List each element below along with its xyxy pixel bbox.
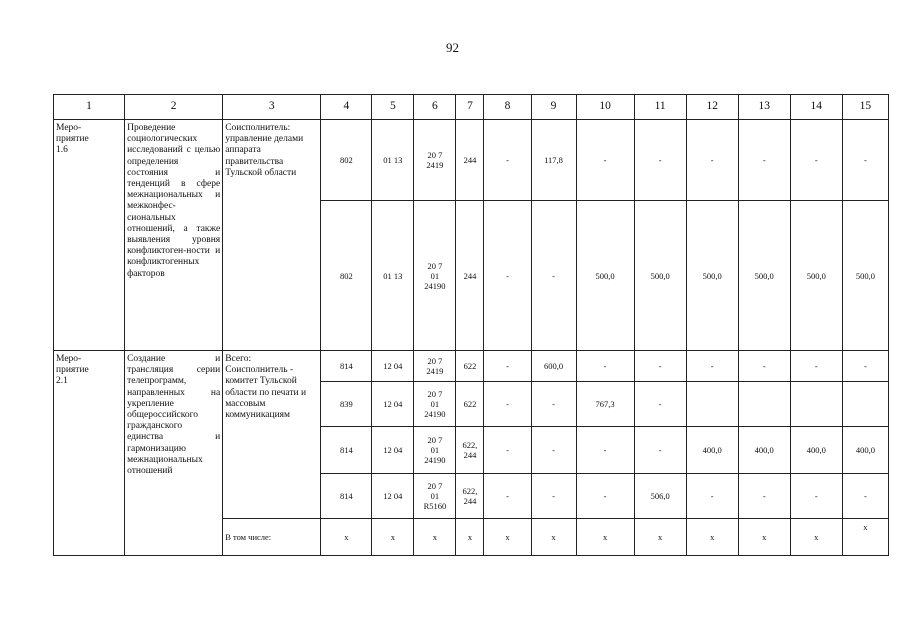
data-cell: - <box>842 351 888 382</box>
data-cell: 622 <box>456 382 484 427</box>
data-cell: 802 <box>321 201 372 351</box>
col-header: 6 <box>414 95 456 120</box>
data-cell: 767,3 <box>576 382 634 427</box>
data-cell: - <box>484 351 531 382</box>
col-header: 2 <box>125 95 223 120</box>
data-cell <box>842 382 888 427</box>
data-cell: x <box>456 519 484 556</box>
data-cell: 814 <box>321 427 372 474</box>
data-cell: - <box>634 382 686 427</box>
col-header: 7 <box>456 95 484 120</box>
data-cell: 20 7 2419 <box>414 120 456 201</box>
col-header: 13 <box>738 95 790 120</box>
executor-cell: Соисполнитель: управление делами аппарата правительства Тульской области <box>223 120 321 351</box>
header-row <box>54 95 889 120</box>
data-cell: 20 7 01 24190 <box>414 427 456 474</box>
col-header: 4 <box>321 95 372 120</box>
data-cell: 622 <box>456 351 484 382</box>
data-cell: - <box>484 201 531 351</box>
data-cell: 01 13 <box>372 120 414 201</box>
data-cell: 500,0 <box>634 201 686 351</box>
data-cell: 600,0 <box>531 351 576 382</box>
data-cell: - <box>634 351 686 382</box>
data-cell: - <box>634 427 686 474</box>
measure-cell: Меро- приятие 2.1 <box>54 351 125 556</box>
data-cell: - <box>634 120 686 201</box>
data-cell: - <box>738 120 790 201</box>
col-header: 10 <box>576 95 634 120</box>
data-cell: 814 <box>321 474 372 519</box>
page-number: 92 <box>446 40 459 55</box>
data-cell: 12 04 <box>372 382 414 427</box>
table-row <box>54 351 889 382</box>
data-cell: 244 <box>456 201 484 351</box>
data-cell: 500,0 <box>738 201 790 351</box>
data-cell: 400,0 <box>842 427 888 474</box>
data-cell: 400,0 <box>790 427 842 474</box>
data-cell: x <box>576 519 634 556</box>
data-cell <box>686 382 738 427</box>
data-cell: - <box>738 351 790 382</box>
data-cell: x <box>372 519 414 556</box>
data-cell: 400,0 <box>686 427 738 474</box>
data-cell: - <box>531 474 576 519</box>
data-cell: 117,8 <box>531 120 576 201</box>
col-header: 5 <box>372 95 414 120</box>
table-row <box>54 120 889 201</box>
data-cell <box>738 382 790 427</box>
data-cell: - <box>686 474 738 519</box>
data-cell: - <box>576 351 634 382</box>
data-cell <box>790 382 842 427</box>
data-cell: - <box>531 382 576 427</box>
data-cell: 01 13 <box>372 201 414 351</box>
data-cell: 20 7 01 R5160 <box>414 474 456 519</box>
data-cell: - <box>484 382 531 427</box>
data-cell: 20 7 01 24190 <box>414 382 456 427</box>
data-cell: x <box>531 519 576 556</box>
measure-name-cell: Проведение социологических исследований с целью определения состояния и тенденций в сфере межнациональных и межконфес-сиональных отношений, а также выявления уровня конфликтоген-ности и конфликтогенных факторов <box>125 120 223 351</box>
data-cell: 244 <box>456 120 484 201</box>
data-cell: 802 <box>321 120 372 201</box>
data-cell: 20 7 2419 <box>414 351 456 382</box>
data-cell: 506,0 <box>634 474 686 519</box>
data-cell: - <box>576 427 634 474</box>
data-cell: 500,0 <box>842 201 888 351</box>
including-label: В том числе: <box>223 519 321 556</box>
data-cell: x <box>738 519 790 556</box>
data-cell: - <box>686 120 738 201</box>
data-cell: 839 <box>321 382 372 427</box>
data-cell: - <box>531 201 576 351</box>
data-cell: 500,0 <box>686 201 738 351</box>
data-cell: - <box>531 427 576 474</box>
data-cell: x <box>484 519 531 556</box>
data-cell: - <box>790 120 842 201</box>
data-cell: 400,0 <box>738 427 790 474</box>
col-header: 1 <box>54 95 125 120</box>
data-cell: x <box>414 519 456 556</box>
measure-cell: Меро- приятие 1.6 <box>54 120 125 351</box>
data-cell: 814 <box>321 351 372 382</box>
col-header: 8 <box>484 95 531 120</box>
col-header: 11 <box>634 95 686 120</box>
data-cell: - <box>790 351 842 382</box>
data-cell: 12 04 <box>372 351 414 382</box>
col-header: 15 <box>842 95 888 120</box>
data-cell: x <box>842 519 888 556</box>
executor-cell: Всего: Соисполнитель - комитет Тульской области по печати и массовым коммуникациям <box>223 351 321 519</box>
col-header: 3 <box>223 95 321 120</box>
data-cell: - <box>576 474 634 519</box>
data-cell: - <box>738 474 790 519</box>
data-cell: - <box>576 120 634 201</box>
data-cell: - <box>484 427 531 474</box>
data-cell: - <box>484 474 531 519</box>
col-header: 9 <box>531 95 576 120</box>
data-cell: - <box>484 120 531 201</box>
data-cell: x <box>634 519 686 556</box>
data-cell: - <box>842 120 888 201</box>
data-cell: 500,0 <box>790 201 842 351</box>
data-cell: 20 7 01 24190 <box>414 201 456 351</box>
data-cell: - <box>686 351 738 382</box>
budget-table <box>53 94 889 556</box>
data-cell: x <box>321 519 372 556</box>
measure-name-cell: Создание и трансляция серии телепрограмм, направленных на укрепление общероссийского гражданского единства и гармонизацию межнациональных отношений <box>125 351 223 556</box>
col-header: 12 <box>686 95 738 120</box>
data-cell: 12 04 <box>372 474 414 519</box>
data-cell: - <box>790 474 842 519</box>
data-cell: 500,0 <box>576 201 634 351</box>
data-cell: 622, 244 <box>456 427 484 474</box>
data-cell: 622, 244 <box>456 474 484 519</box>
data-cell: 12 04 <box>372 427 414 474</box>
data-cell: x <box>686 519 738 556</box>
data-cell: - <box>842 474 888 519</box>
col-header: 14 <box>790 95 842 120</box>
data-cell: x <box>790 519 842 556</box>
